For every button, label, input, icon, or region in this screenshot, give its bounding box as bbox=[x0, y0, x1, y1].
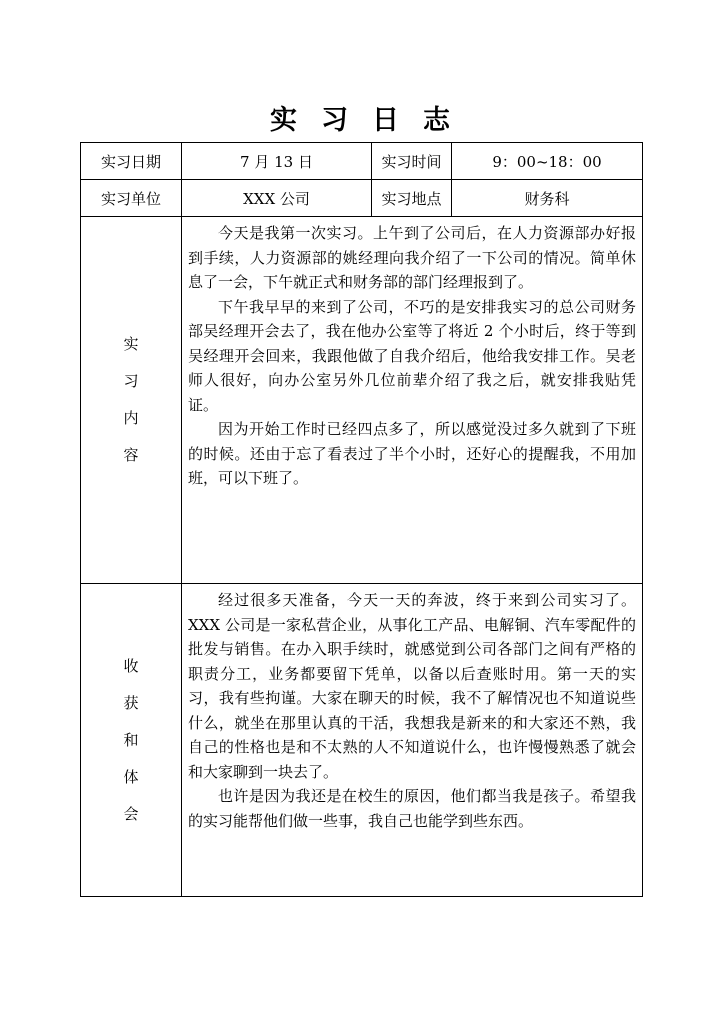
date-time-row bbox=[81, 143, 643, 180]
content-section-body bbox=[182, 217, 643, 584]
content-paragraph: 今天是我第一次实习。上午到了公司后，在人力资源部办好报到手续，人力资源部的姚经理向我介绍了一下公司的情况。简单休息了一会，下午就正式和财务部的部门经理报到了。 bbox=[188, 224, 636, 291]
time-value: 9：00~18：00 bbox=[452, 143, 643, 180]
content-paragraph: 因为开始工作时已经四点多了，所以感觉没过多久就到了下班的时候。还由于忘了看表过了半个小时，还好心的提醒我，不用加班，可以下班了。 bbox=[188, 420, 636, 487]
label-char: 内 bbox=[123, 409, 139, 427]
content-row bbox=[81, 217, 643, 584]
time-label: 实习时间 bbox=[372, 143, 452, 180]
label-char: 习 bbox=[123, 372, 139, 390]
title-char: 日 bbox=[372, 105, 399, 136]
date-value: 7 月 13 日 bbox=[182, 143, 372, 180]
label-char: 会 bbox=[123, 804, 139, 823]
unit-place-row bbox=[81, 180, 643, 217]
label-char: 获 bbox=[123, 693, 139, 712]
title-char: 志 bbox=[423, 105, 450, 136]
gain-paragraph: 经过很多天准备，今天一天的奔波，终于来到公司实习了。XXX 公司是一家私营企业，从事化工产品、电解铜、汽车零配件的批发与销售。在办入职手续时，就感觉到公司各部门之间有严格的职责分工，业务都要留下凭单，以备以后查账时用。第一天的实习，我有些拘谨。大家在聊天的时候，我不了解情况也不知道说些什么，就坐在那里认真的干活，我想我是新来的和大家还不熟，我自己的性格也是和不太熟的人不知道说什么，也许慢慢熟悉了就会和大家聊到一块去了。 bbox=[188, 591, 636, 781]
label-char: 实 bbox=[123, 335, 139, 353]
gain-paragraph: 也许是因为我还是在校生的原因，他们都当我是孩子。希望我的实习能帮他们做一些事，我自己也能学到些东西。 bbox=[188, 787, 636, 830]
internship-log-table bbox=[80, 142, 643, 897]
label-char: 容 bbox=[123, 446, 139, 464]
place-label: 实习地点 bbox=[372, 180, 452, 217]
title-char: 实 bbox=[270, 105, 297, 136]
gain-row bbox=[81, 584, 643, 897]
label-char: 和 bbox=[123, 730, 139, 749]
unit-value: XXX 公司 bbox=[182, 180, 372, 217]
content-paragraph: 下午我早早的来到了公司，不巧的是安排我实习的总公司财务部吴经理开会去了，我在他办公室等了将近 2 个小时后，终于等到吴经理开会回来，我跟他做了自我介绍后，他给我安排工作。吴老师人很好，向办公室另外几位前辈介绍了我之后，就安排我贴凭证。 bbox=[188, 297, 636, 414]
gain-section-body bbox=[182, 584, 643, 897]
title-char: 习 bbox=[321, 105, 348, 136]
unit-label: 实习单位 bbox=[81, 180, 182, 217]
label-char: 收 bbox=[123, 656, 139, 675]
label-char: 体 bbox=[123, 767, 139, 786]
page-title bbox=[0, 101, 720, 141]
place-value: 财务科 bbox=[452, 180, 643, 217]
content-section-label bbox=[81, 217, 182, 584]
gain-section-label bbox=[81, 584, 182, 897]
date-label: 实习日期 bbox=[81, 143, 182, 180]
